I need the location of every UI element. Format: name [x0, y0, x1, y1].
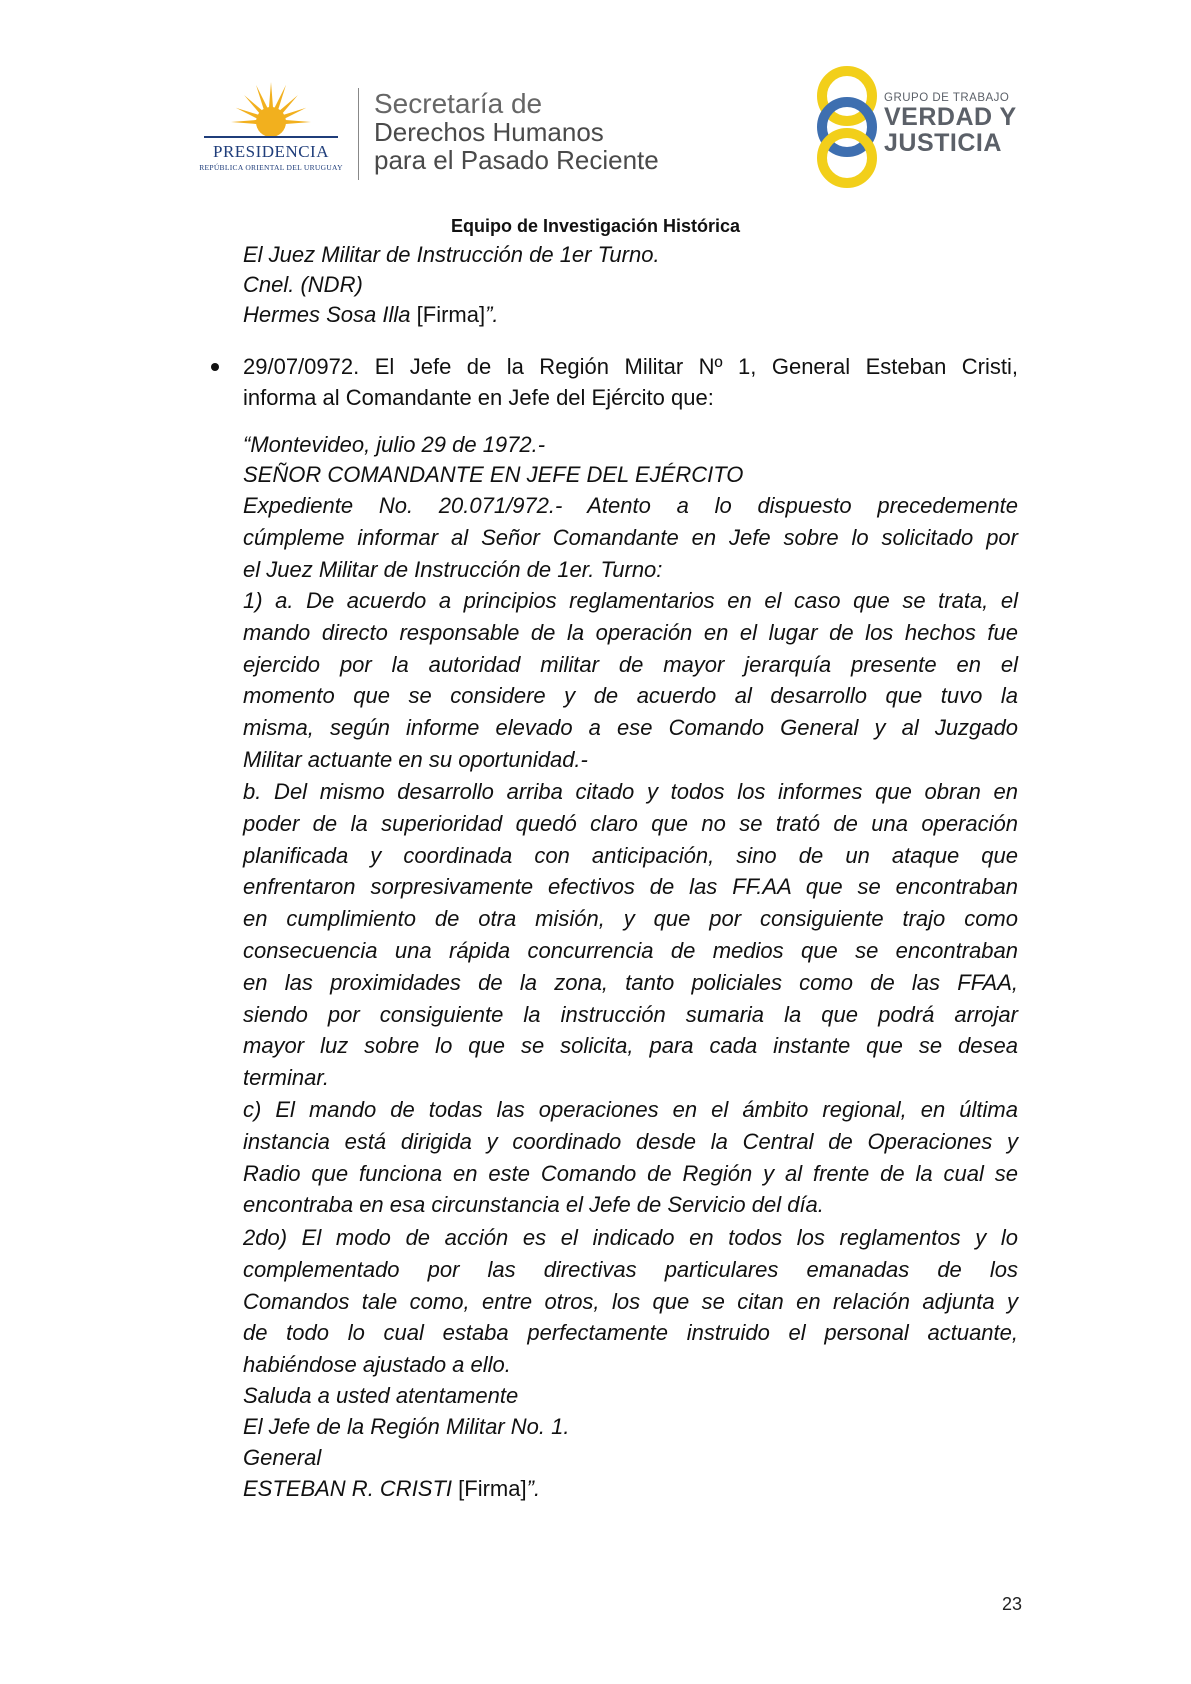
justicia-label: JUSTICIA — [884, 129, 1002, 157]
p2-line: misma, según informe elevado a ese Comando General y al Juzgado — [243, 715, 1018, 741]
closing-signature-line — [243, 1474, 540, 1504]
p3-line: siendo por consiguiente la instrucción sumaria la que podrá arrojar — [243, 1001, 1018, 1027]
signer-name: ESTEBAN R. CRISTI — [243, 1476, 453, 1501]
p5-line: complementado por las directivas particulares emanadas de los — [243, 1256, 1018, 1282]
intro-line-2: Cnel. (NDR) — [243, 272, 363, 297]
grupo-trabajo-label: GRUPO DE TRABAJO — [884, 92, 1010, 104]
letter-paragraph-2 — [243, 585, 1018, 776]
firma-mark: [Firma] — [458, 1476, 527, 1501]
team-heading: Equipo de Investigación Histórica — [450, 216, 741, 236]
p5-line: de todo lo cual estaba perfectamente instruido el personal actuante, — [243, 1320, 1018, 1346]
letter-paragraph-5 — [243, 1222, 1018, 1381]
p3-line: en las proximidades de la zona, tanto policiales como de las FFAA, — [243, 969, 1018, 995]
intro-line-1: El Juez Militar de Instrucción de 1er Turno. — [243, 242, 660, 267]
letter-date: “Montevideo, julio 29 de 1972.- — [243, 432, 546, 457]
p2-line: 1) a. De acuerdo a principios reglamentarios en el caso que se trata, el — [243, 588, 1018, 613]
p5-line: habiéndose ajustado a ello. — [243, 1352, 511, 1378]
secretaria-line-3: para el Pasado Reciente — [374, 145, 659, 175]
p3-line: planificada y coordinada con anticipación, sino de un ataque que — [243, 842, 1018, 868]
firma-mark: [Firma] — [416, 302, 486, 327]
p3-line: mayor luz sobre lo que se solicita, para cada instante que se desea — [243, 1033, 1018, 1059]
p4-line: Radio que funciona en este Comando de Región y al frente de la cual se — [243, 1160, 1018, 1186]
p4-line: encontraba en esa circunstancia el Jefe de Servicio del día. — [243, 1192, 824, 1218]
closing-salutation: Saluda a usted atentamente — [243, 1383, 519, 1408]
letter-addressee: SEÑOR COMANDANTE EN JEFE DEL EJÉRCITO — [243, 462, 744, 487]
p1-line: Expediente No. 20.071/972.- Atento a lo dispuesto precedemente — [243, 493, 1018, 518]
secretaria-wordmark — [374, 90, 659, 174]
p2-line: momento que se considere y de acuerdo al desarrollo que tuvo la — [243, 683, 1018, 709]
signer-name: Hermes Sosa Illa — [243, 302, 411, 327]
verdad-justicia-wordmark — [884, 92, 1017, 156]
logo-divider — [358, 88, 359, 180]
letter-paragraph-3 — [243, 776, 1018, 1094]
letter-paragraph-1 — [243, 490, 1018, 585]
verdad-justicia-rings-logo — [802, 62, 892, 192]
republica-label: REPÚBLICA ORIENTAL DEL URUGUAY — [199, 163, 343, 172]
page-number: 23 — [1002, 1594, 1023, 1614]
p5-line: Comandos tale como, entre otros, los que se citan en relación adjunta y — [243, 1288, 1018, 1314]
p2-line: Militar actuante en su oportunidad.- — [243, 746, 588, 772]
verdad-label: VERDAD Y — [884, 103, 1017, 131]
p1-line: cúmpleme informar al Señor Comandante en Jefe sobre lo solicitado por — [243, 524, 1018, 550]
p1-line: el Juez Militar de Instrucción de 1er. Turno: — [243, 556, 663, 582]
p3-line: en cumplimiento de otra misión, y que por consiguiente trajo como — [243, 906, 1018, 932]
bullet-paragraph — [243, 351, 1018, 413]
p3-line: poder de la superioridad quedó claro que no se trató de una operación — [243, 810, 1018, 836]
bullet-line-2: informa al Comandante en Jefe del Ejército que: — [243, 385, 714, 410]
intro-signature-line — [243, 300, 499, 330]
closing-rank: General — [243, 1445, 322, 1470]
p2-line: mando directo responsable de la operación en el lugar de los hechos fue — [243, 619, 1018, 645]
secretaria-line-2: Derechos Humanos — [374, 117, 604, 147]
closing-quote: ”. — [485, 302, 499, 327]
closing-role: El Jefe de la Región Militar No. 1. — [243, 1414, 570, 1439]
presidencia-wordmark — [196, 142, 346, 172]
p3-line: terminar. — [243, 1065, 329, 1091]
p4-line: instancia está dirigida y coordinado desde la Central de Operaciones y — [243, 1128, 1018, 1154]
secretaria-line-1: Secretaría de — [374, 88, 543, 119]
p4-line: c) El mando de todas las operaciones en el ámbito regional, en última — [243, 1097, 1018, 1122]
presidencia-label: PRESIDENCIA — [212, 142, 329, 161]
p3-line: enfrentaron sorpresivamente efectivos de las FF.AA que se encontraban — [243, 874, 1018, 900]
p2-line: ejercido por la autoridad militar de mayor jerarquía presente en el — [243, 651, 1018, 677]
p3-line: b. Del mismo desarrollo arriba citado y todos los informes que obran en — [243, 779, 1018, 804]
bullet-line-1: 29/07/0972. El Jefe de la Región Militar Nº 1, General Esteban Cristi, — [243, 354, 1018, 379]
closing-quote: ”. — [526, 1476, 541, 1501]
p3-line: consecuencia una rápida concurrencia de medios que se encontraban — [243, 937, 1018, 963]
bullet-dot — [211, 363, 219, 371]
p5-line: 2do) El modo de acción es el indicado en todos los reglamentos y lo — [243, 1225, 1018, 1250]
letter-paragraph-4 — [243, 1094, 1018, 1221]
